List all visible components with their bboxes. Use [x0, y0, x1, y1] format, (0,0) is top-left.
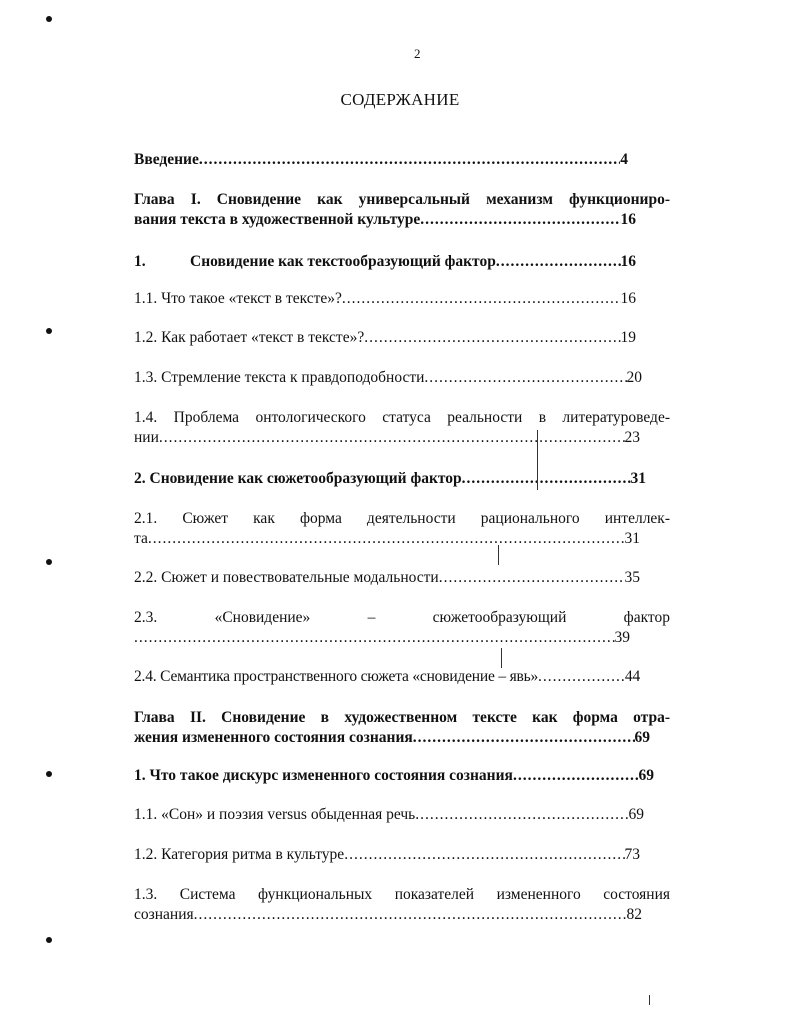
toc-entry-title: 2. Сновидение как сюжетообразующий фактор	[134, 470, 462, 487]
toc-entry-title: вания текста в художественной культуре	[134, 211, 421, 228]
toc-entry-title-line1: 2.1. Сюжет как форма деятельности рационального интеллек-	[134, 510, 670, 527]
toc-entry-introduction	[134, 150, 628, 170]
toc-entry-title-line1: 2.3. «Сновидение» – сюжетообразующий фактор	[134, 609, 670, 626]
toc-entry-title: жения измененного состояния сознания	[134, 729, 413, 746]
scan-line	[649, 995, 650, 1005]
toc-entry-1-2	[134, 328, 636, 348]
toc-entry-page: 19	[620, 329, 636, 346]
toc-entry-title-line1: Глава I. Сновидение как универсальный механизм функциониро-	[134, 191, 670, 208]
toc-entry-title: Введение	[134, 151, 199, 168]
toc-entry-page: 16	[620, 211, 636, 228]
toc-entry-page: 4	[620, 151, 628, 168]
toc-entry-page: 82	[626, 906, 642, 923]
dot-leader	[439, 568, 625, 588]
dot-leader	[420, 210, 620, 230]
toc-entry-title: Сновидение как текстообразующий фактор	[190, 253, 496, 270]
toc-entry-page: 44	[624, 668, 640, 685]
scan-line	[498, 545, 499, 565]
toc-entry-title: сознания	[134, 906, 194, 923]
toc-entry-page: 39	[614, 629, 630, 646]
toc-entry-title: 1.2. Категория ритма в культуре	[134, 846, 345, 863]
toc-entry-page: 31	[630, 470, 646, 487]
dot-leader	[148, 529, 625, 549]
toc-entry-title-line1: Глава II. Сновидение в художественном тексте как форма отра-	[134, 709, 670, 726]
dot-leader	[159, 428, 625, 448]
toc-entry-page: 69	[628, 806, 644, 823]
scan-dot	[46, 771, 52, 777]
dot-leader	[194, 905, 627, 925]
toc-entry-2-2	[134, 568, 640, 588]
toc-entry-chapter-2	[134, 708, 670, 748]
dot-leader	[413, 728, 635, 748]
toc-entry-title: 1.3. Стремление текста к правдоподобности	[134, 369, 425, 386]
toc-entry-page: 69	[638, 767, 654, 784]
dot-leader	[462, 469, 631, 489]
toc-entry-section-1	[134, 252, 636, 272]
toc-entry-title: 2.2. Сюжет и повествовательные модальности	[134, 569, 439, 586]
toc-entry-page: 20	[626, 369, 642, 386]
toc-entry-title: 1.1. Что такое «текст в тексте»?	[134, 290, 342, 307]
toc-entry-ch2-1-2	[134, 845, 640, 865]
dot-leader	[199, 150, 620, 170]
toc-entry-ch2-section-1	[134, 766, 654, 786]
toc-entry-2-4	[134, 667, 640, 687]
toc-entry-1-4	[134, 408, 670, 448]
toc-entry-title: 1.2. Как работает «текст в тексте»?	[134, 329, 365, 346]
toc-entry-number: 1.	[134, 253, 146, 270]
toc-entry-page: 31	[624, 530, 640, 547]
toc-entry-title: 1. Что такое дискурс измененного состояния сознания	[134, 767, 513, 784]
toc-entry-title: нии	[134, 429, 159, 446]
toc-entry-1-1	[134, 289, 636, 309]
toc-entry-title: та	[134, 530, 148, 547]
toc-entry-ch2-1-1	[134, 805, 644, 825]
toc-entry-ch2-1-3	[134, 885, 670, 925]
page-number: 2	[414, 46, 421, 61]
toc-entry-2-1	[134, 509, 670, 549]
scan-dot	[46, 937, 52, 943]
dot-leader	[344, 845, 624, 865]
toc-entry-section-2	[134, 469, 646, 489]
scan-line	[501, 648, 502, 668]
toc-entry-2-3	[134, 608, 670, 648]
dot-leader	[424, 368, 626, 388]
scan-dot	[46, 559, 52, 565]
toc-entry-page: 73	[624, 846, 640, 863]
scan-dot	[46, 328, 52, 334]
dot-leader	[496, 252, 621, 272]
toc-entry-page: 23	[624, 429, 640, 446]
toc-entry-title: 2.4. Семантика пространственного сюжета «сновидение – явь»	[134, 668, 539, 685]
scan-line	[537, 430, 538, 490]
toc-entry-title-line1: 1.4. Проблема онтологического статуса реальности в литературоведе-	[134, 409, 670, 426]
toc-entry-page: 16	[620, 290, 636, 307]
toc-entry-title: 1.1. «Сон» и поэзия versus обыденная речь	[134, 806, 416, 823]
dot-leader	[513, 766, 639, 786]
dot-leader	[134, 628, 615, 648]
dot-leader	[342, 289, 621, 309]
toc-entry-chapter-1	[134, 190, 670, 230]
scan-dot	[46, 16, 52, 22]
dot-leader	[364, 328, 620, 348]
toc-entry-title-line1: 1.3. Система функциональных показателей измененного состояния	[134, 886, 670, 903]
page-title: СОДЕРЖАНИЕ	[340, 90, 460, 109]
toc-entry-1-3	[134, 368, 642, 388]
toc-entry-page: 35	[624, 569, 640, 586]
toc-entry-page: 69	[634, 729, 650, 746]
dot-leader	[415, 805, 628, 825]
toc-entry-page: 16	[620, 253, 636, 270]
dot-leader	[538, 667, 625, 687]
